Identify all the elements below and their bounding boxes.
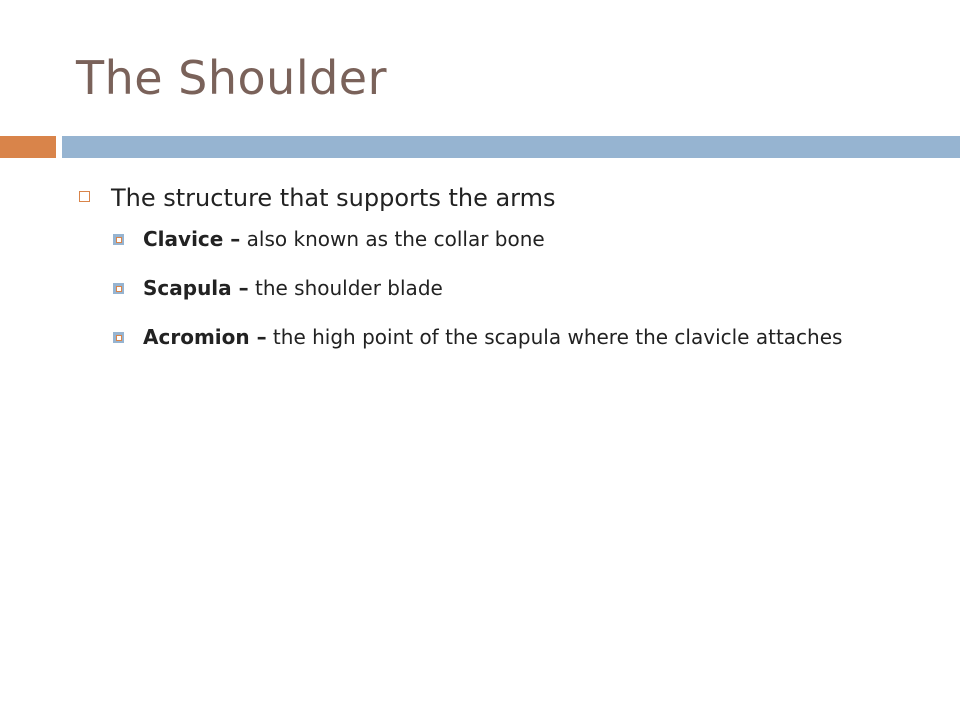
sub-bullet-item — [76, 322, 896, 352]
nested-square-bullet-icon — [113, 234, 124, 245]
sub-bullet-definition: the shoulder blade — [248, 276, 443, 300]
sub-bullet-item — [76, 224, 896, 254]
title-underline-accent-blue — [62, 136, 960, 158]
hollow-square-bullet-icon — [79, 191, 90, 202]
nested-square-bullet-icon — [113, 332, 124, 343]
sub-bullet-term: Acromion – — [143, 325, 267, 349]
title-underline-accent-orange — [0, 136, 56, 158]
sub-bullet-definition: also known as the collar bone — [240, 227, 545, 251]
slide-title: The Shoulder — [76, 51, 388, 105]
slide-content — [76, 176, 896, 371]
sub-bullet-item — [76, 273, 896, 303]
bullet-item — [76, 176, 896, 220]
sub-bullet-term: Clavice – — [143, 227, 241, 251]
nested-square-bullet-icon — [113, 283, 124, 294]
sub-bullet-term: Scapula – — [143, 276, 249, 300]
bullet-text: The structure that supports the arms — [111, 184, 556, 212]
sub-bullet-definition: the high point of the scapula where the clavicle attaches — [266, 325, 843, 349]
